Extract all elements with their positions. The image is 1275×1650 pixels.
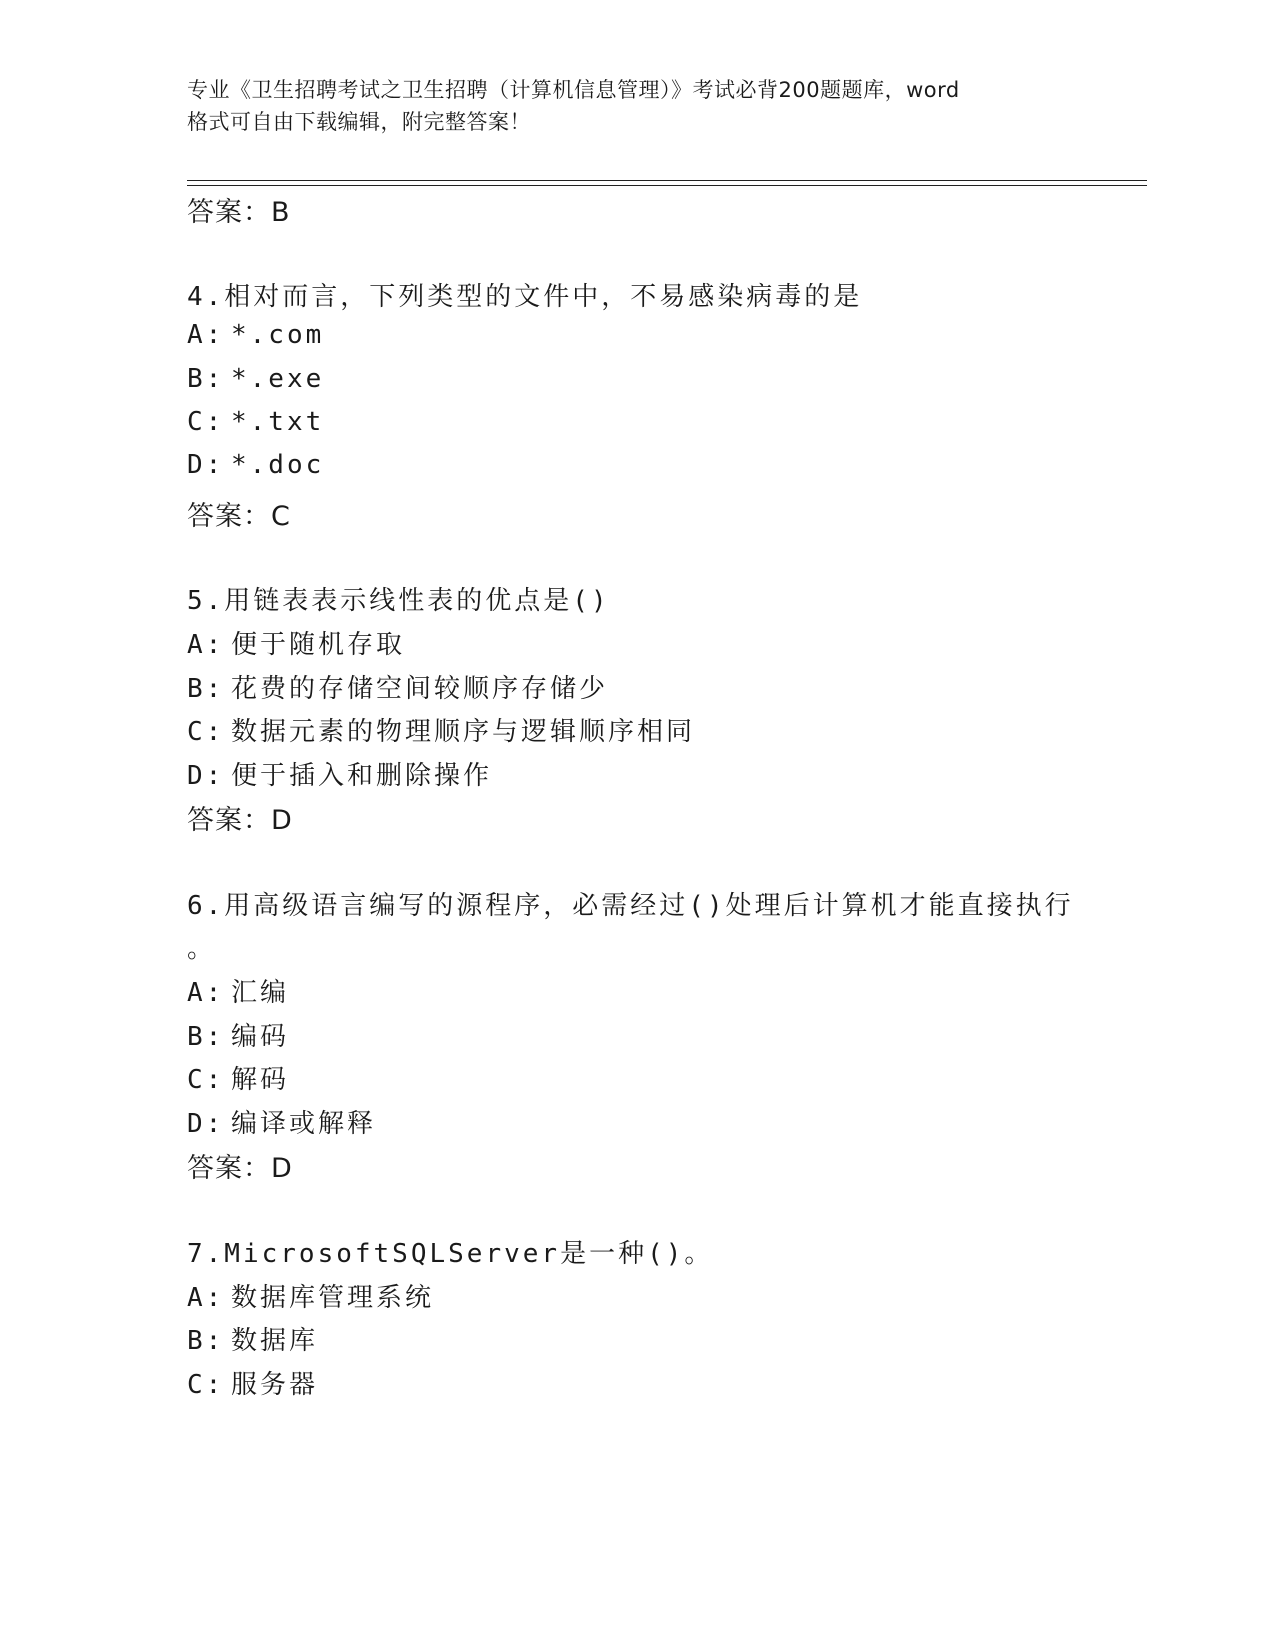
question-6-option-b	[187, 1016, 289, 1053]
option-text: 花费的存储空间较顺序存储少	[231, 674, 609, 704]
option-text: 解码	[231, 1065, 290, 1095]
option-label: A:	[187, 1283, 225, 1313]
question-6-stem-continuation: 。	[187, 934, 217, 964]
option-text: 便于插入和删除操作	[231, 761, 493, 791]
option-text: 服务器	[231, 1370, 319, 1400]
option-text: *.com	[231, 320, 325, 350]
question-6-answer: 答案：D	[187, 1153, 293, 1184]
option-label: B:	[187, 364, 225, 394]
header-line-1: 专业《卫生招聘考试之卫生招聘（计算机信息管理）》考试必背200题题库，word	[187, 78, 960, 102]
option-label: C:	[187, 1370, 225, 1400]
question-4-stem: 4.相对而言，下列类型的文件中，不易感染病毒的是	[187, 282, 863, 312]
answer-prev: 答案：B	[187, 197, 291, 228]
question-5-answer: 答案：D	[187, 805, 293, 836]
option-label: C:	[187, 407, 225, 437]
option-text: 数据库	[231, 1326, 319, 1356]
question-7-option-c	[187, 1364, 318, 1401]
option-text: 便于随机存取	[231, 630, 406, 660]
option-text: *.txt	[231, 407, 325, 437]
header-divider-top	[187, 180, 1147, 181]
option-text: 编码	[231, 1022, 290, 1052]
option-label: A:	[187, 320, 225, 350]
header-line-2: 格式可自由下载编辑，附完整答案！	[187, 110, 531, 134]
option-text: 编译或解释	[231, 1109, 377, 1139]
option-label: C:	[187, 717, 225, 747]
option-label: D:	[187, 761, 225, 791]
question-6-option-d	[187, 1103, 376, 1140]
option-label: D:	[187, 450, 225, 480]
question-5-option-c	[187, 711, 695, 748]
question-6-option-c	[187, 1059, 289, 1096]
option-text: 数据元素的物理顺序与逻辑顺序相同	[231, 717, 696, 747]
question-7-option-b	[187, 1320, 318, 1357]
option-text: 数据库管理系统	[231, 1283, 435, 1313]
question-6-stem: 6.用高级语言编写的源程序，必需经过()处理后计算机才能直接执行	[187, 891, 1074, 921]
option-label: A:	[187, 630, 225, 660]
question-4-option-a	[187, 320, 324, 350]
question-5-option-a	[187, 624, 405, 661]
question-7-option-a	[187, 1277, 434, 1314]
question-4-answer: 答案：C	[187, 501, 291, 532]
option-label: D:	[187, 1109, 225, 1139]
option-label: A:	[187, 978, 225, 1008]
option-label: C:	[187, 1065, 225, 1095]
question-7-stem: 7.MicrosoftSQLServer是一种()。	[187, 1239, 714, 1269]
document-header	[187, 74, 1087, 138]
option-label: B:	[187, 1326, 225, 1356]
question-5-option-d	[187, 755, 492, 792]
question-6-option-a	[187, 972, 289, 1009]
header-divider-bottom	[187, 185, 1147, 186]
question-4-option-b	[187, 364, 324, 394]
option-label: B:	[187, 1022, 225, 1052]
question-5-option-b	[187, 668, 608, 705]
option-label: B:	[187, 674, 225, 704]
option-text: 汇编	[231, 978, 290, 1008]
option-text: *.doc	[231, 450, 325, 480]
question-4-option-d	[187, 450, 324, 480]
option-text: *.exe	[231, 364, 325, 394]
question-5-stem: 5.用链表表示线性表的优点是()	[187, 586, 610, 616]
question-4-option-c	[187, 407, 324, 437]
